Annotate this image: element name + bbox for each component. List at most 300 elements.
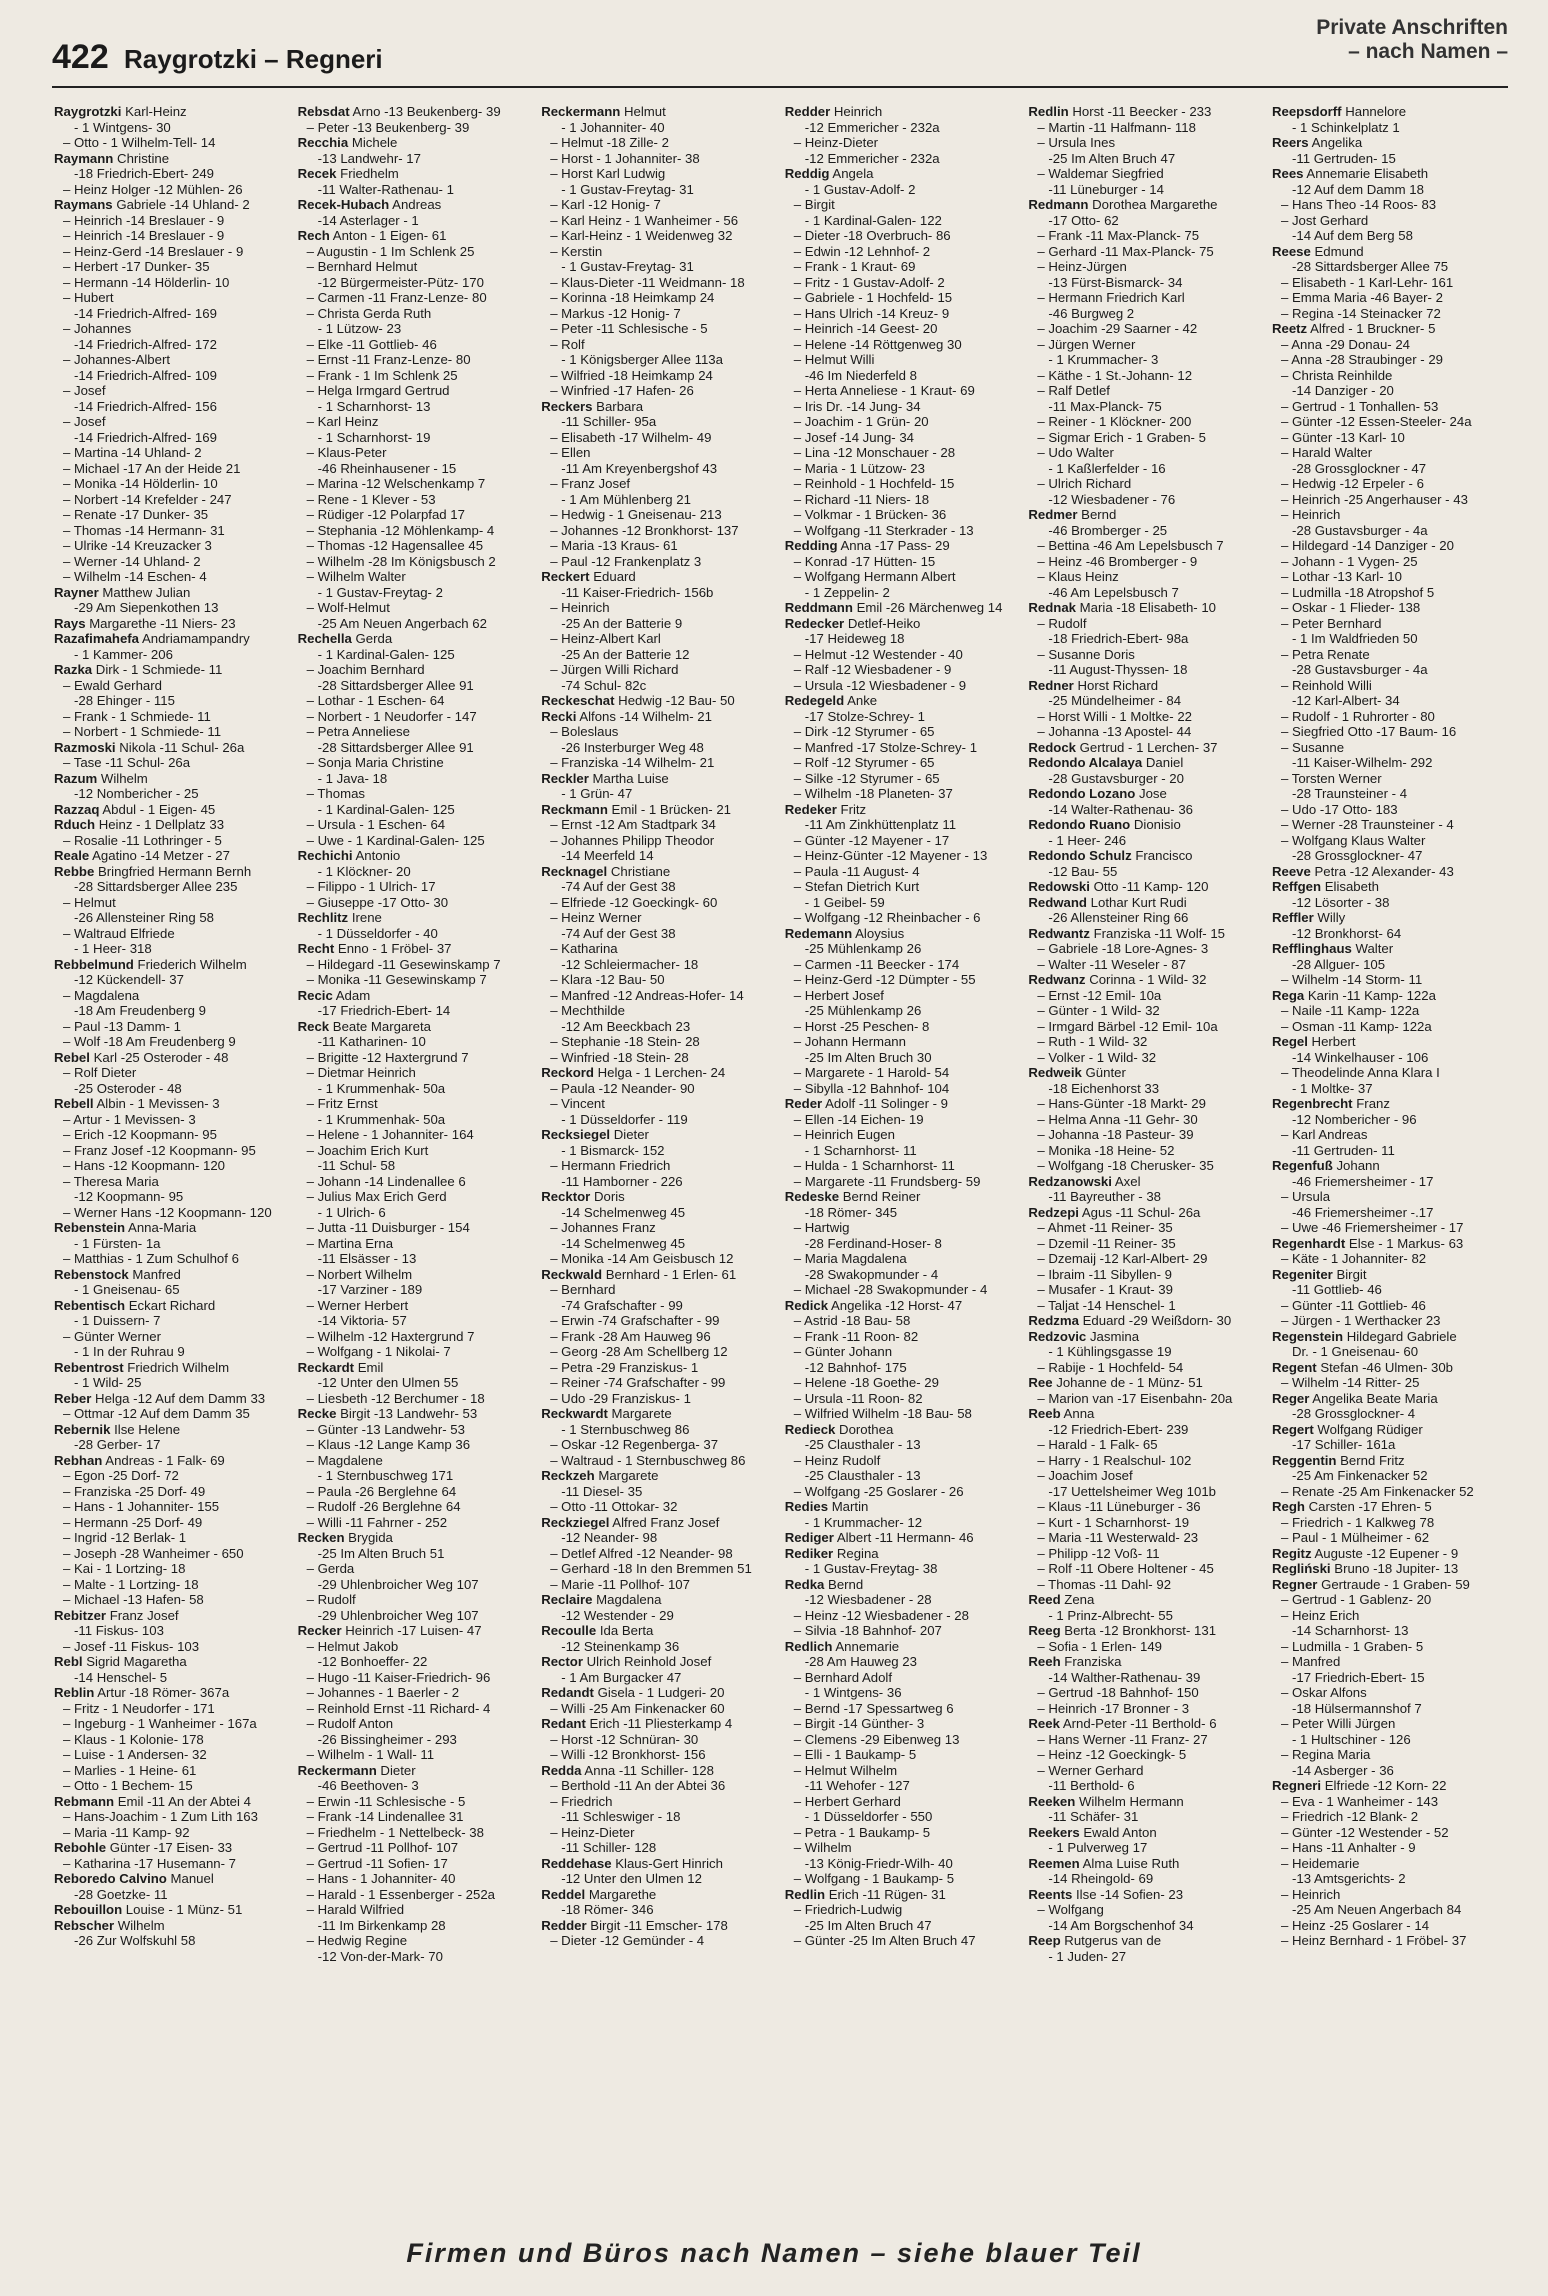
listing-surname: Reggentin [1271,1452,1337,1468]
listing-surname: Redder [784,104,831,119]
listing-surname: Rebscher [54,1917,115,1933]
listing-entry-sub: – Gertrud - 1 Gablenz- 20 [1280,1592,1432,1607]
listing-surname: Reckermann [541,104,621,119]
listing-entry-sub: – Uwe - 1 Kardinal-Galen- 125 [306,832,485,848]
listing-entry-sub: – Mechthilde [550,1003,625,1018]
listing-address-line: -25 Mündelheimer - 84 [1048,693,1182,708]
listing-surname: Regenfuß [1271,1158,1333,1173]
listing-entry-sub: – Friedrich - 1 Kalkweg 78 [1280,1514,1435,1530]
listing-entry-sub: – Johannes -12 Bronkhorst- 137 [550,522,739,538]
listing-detail: Artur -18 Römer- 367a [94,1685,230,1700]
listing-entry-sub: – Maria -11 Westerwald- 23 [1037,1530,1199,1545]
listing-address-line: - 1 Scharnhorst- 11 [804,1142,917,1158]
listing-detail: Horst -11 Beecker - 233 [1068,104,1212,119]
listing-entry-sub: – Lothar - 1 Eschen- 64 [306,693,445,708]
listing-entry-head [785,166,1021,182]
listing-surname: Regliński [1271,1561,1331,1576]
listing-address-line: -11 Kaiser-Friedrich- 156b [561,584,714,600]
listing-entry-sub: – Heinrich -25 Angerhauser - 43 [1280,491,1468,507]
listing-detail: Gerda [351,631,393,646]
listing-detail: Bernd Reiner [839,1189,921,1204]
listing-entry-sub: – Klaus -11 Lüneburger - 36 [1037,1499,1201,1514]
listing-entry-sub: – Klaus -12 Lange Kamp 36 [306,1437,471,1452]
listing-detail: Dorothea [835,1421,894,1437]
listing-entry-sub: – Norbert Wilhelm [306,1266,413,1282]
listing-entry-sub: – Walter -11 Weseler - 87 [1037,956,1186,972]
listing-surname: Reckardt [297,1359,355,1375]
listing-entry-head [1272,1158,1508,1174]
listing-address-line: -11 Schul- 58 [317,1158,396,1173]
listing-entry-sub: – Hildegard -11 Gesewinskamp 7 [306,956,501,972]
listing-entry-head [1272,1778,1508,1794]
listing-detail: Michele [348,135,398,150]
listing-address-line: -12 Wiesbadener - 28 [804,1592,932,1607]
listing-detail: Louise - 1 Münz- 51 [122,1902,243,1917]
listing-detail: Heinrich [830,104,883,119]
listing-detail: Anna -17 Pass- 29 [837,538,950,553]
listing-address-line: -46 Friemersheimer - 17 [1291,1173,1434,1189]
listing-address-line: - 1 Kardinal-Galen- 122 [804,212,942,228]
listing-entry-sub: – Birgit -14 Günther- 3 [793,1716,925,1731]
listing-entry-sub: – Susanne Doris [1037,646,1135,662]
listing-detail: Detlef-Heiko [844,615,921,631]
listing-entry-sub: – Erich -12 Koopmann- 95 [63,1127,217,1142]
listing-entry-sub: – Frank - 1 Im Schlenk 25 [306,367,458,383]
listing-entry-sub: – Friedrich -12 Blank- 2 [1280,1809,1419,1824]
listing-address-line: - 1 Bismarck- 152 [561,1142,665,1158]
listing-entry-head [1028,197,1264,213]
listing-detail: Bernd [824,1576,864,1592]
listing-detail: Dirk - 1 Schmiede- 11 [92,662,223,677]
listing-entry-head [785,802,1021,818]
listing-address-line: -12 Unter den Ulmen 12 [561,1871,702,1886]
listing-surname: Rebouillon [54,1902,123,1917]
listing-entry-sub: – Hans -11 Anhalter - 9 [1280,1840,1416,1855]
listing-address-line: - 1 Johanniter- 40 [561,119,665,135]
listing-address-line: - 1 Wintgens- 30 [74,119,171,135]
listing-detail: Berta -12 Bronkhorst- 131 [1060,1623,1217,1638]
listing-detail: Arno -13 Beukenberg- 39 [349,104,501,119]
listing-address-line: -26 Insterburger Weg 48 [561,739,704,755]
listing-detail: Eduard -29 Weißdorn- 30 [1078,1313,1232,1328]
listing-entry-sub: – Gabriele - 1 Hochfeld- 15 [793,290,953,305]
listing-surname: Redecker [784,615,845,631]
listing-column-2 [298,104,534,2196]
listing-entry-head [541,1623,777,1639]
listing-entry-head [1272,321,1508,337]
listing-surname: Recht [297,941,335,956]
listing-entry-sub: – Fritz - 1 Gustav-Adolf- 2 [793,274,945,290]
listing-address-line: -14 Danziger - 20 [1291,383,1394,398]
listing-surname: Raymann [54,150,114,166]
listing-address-line: -74 Auf der Gest 38 [561,925,676,941]
listing-address-line: - 1 Java- 18 [317,770,388,786]
listing-address-line: -12 Kückendell- 37 [74,972,184,987]
listing-address-line: - 1 Gustav-Freytag- 38 [804,1561,938,1576]
listing-entry-sub: – Klaus-Peter [306,445,387,460]
listing-surname: Rega [1271,987,1305,1003]
listing-surname: Rector [541,1654,583,1669]
listing-entry-head [1272,1034,1508,1050]
listing-entry-head [785,1546,1021,1562]
listing-entry-sub: – Dieter -12 Gemünder - 4 [550,1933,705,1948]
listing-entry-head [1028,507,1264,523]
listing-entry-head [1028,600,1264,616]
listing-address-line: -17 Uettelsheimer Weg 101b [1048,1483,1216,1499]
listing-surname: Redondo Schulz [1028,848,1132,863]
listing-address-line: -11 Schiller- 95a [561,414,657,429]
listing-detail: Friedhelm [336,166,399,181]
listing-entry-sub: – Ernst -12 Emil- 10a [1037,987,1162,1003]
listing-detail: Friedrich Wilhelm [123,1359,230,1375]
listing-address-line: -11 Schleswiger - 18 [561,1809,681,1824]
listing-detail: Ewald Anton [1079,1824,1157,1840]
listing-entry-sub: – Reinhold Willi [1280,677,1372,693]
listing-detail: Karin -11 Kamp- 122a [1304,987,1436,1003]
listing-entry-sub: – Sibylla -12 Bahnhof- 104 [793,1080,950,1096]
listing-entry-head [1028,740,1264,756]
listing-address-line: -11 Katharinen- 10 [317,1034,426,1049]
listing-entry-sub: – Johanna -18 Pasteur- 39 [1037,1127,1194,1142]
listing-entry-sub: – Hermann Friedrich [550,1158,671,1173]
listing-detail: Antonio [352,848,401,863]
listing-entry-sub: – Herbert Josef [793,987,884,1003]
listing-entry-head [1028,1887,1264,1903]
listing-address-line: -13 Fürst-Bismarck- 34 [1048,274,1183,290]
listing-entry-sub: – Ludmilla - 1 Graben- 5 [1280,1638,1424,1654]
listing-entry-sub: – Wilhelm -14 Eschen- 4 [63,569,207,584]
listing-surname: Redmer [1028,507,1078,522]
listing-entry-head [298,910,534,926]
listing-entry-sub: – Johann - 1 Vygen- 25 [1280,553,1418,569]
listing-entry-sub: – Frank -11 Roon- 82 [793,1328,919,1344]
listing-entry-sub: – Ibraim -11 Sibyllen- 9 [1037,1266,1172,1282]
listing-detail: Gisela - 1 Ludgeri- 20 [593,1685,725,1700]
listing-surname: Rednak [1028,600,1077,615]
listing-address-line: - 1 Gustav-Freytag- 31 [561,259,694,274]
listing-entry-sub: – Ingeburg - 1 Wanheimer - 167a [63,1716,257,1731]
listing-address-line: -18 Römer- 345 [804,1204,898,1220]
listing-address-line: -25 Mühlenkamp 26 [804,1003,922,1018]
listing-entry-sub: – Christa Gerda Ruth [306,305,432,321]
listing-detail: Else - 1 Markus- 63 [1345,1235,1464,1251]
listing-entry-head [541,771,777,787]
listing-entry-sub: – Waldemar Siegfried [1037,166,1164,181]
listing-entry-head [1028,817,1264,833]
listing-entry-sub: – Klaus-Dieter -11 Weidmann- 18 [550,274,745,290]
listing-entry-sub: – Helmut -12 Westender - 40 [793,646,963,662]
listing-entry-sub: – Rüdiger -12 Polarpfad 17 [306,507,465,522]
listing-entry-head [54,1902,290,1918]
listing-surname: Reekers [1028,1824,1080,1840]
listing-entry-sub: – Heinz-Gerd -14 Breslauer - 9 [63,243,244,259]
listing-entry-sub: – Marlies - 1 Heine- 61 [63,1762,197,1778]
listing-entry-sub: – Paul -12 Frankenplatz 3 [550,553,702,569]
listing-entry-sub: – Ernst -11 Franz-Lenze- 80 [306,352,471,367]
listing-entry-sub: – Gabriele -18 Lore-Agnes- 3 [1037,941,1209,956]
listing-address-line: -28 Gustavsburger - 4a [1291,522,1428,538]
listing-entry-sub: – Winfried -17 Hafen- 26 [550,383,694,398]
listing-entry-head [1028,786,1264,802]
listing-entry-sub: – Regina -14 Steinacker 72 [1280,305,1441,321]
listing-address-line: -46 Beethoven- 3 [317,1778,419,1793]
listing-entry-head [54,802,290,818]
listing-entry-sub: – Thomas -14 Hermann- 31 [63,522,225,538]
listing-entry-sub: – Peter Willi Jürgen [1280,1716,1396,1731]
listing-surname: Reffgen [1271,879,1322,894]
listing-address-line: - 1 Fürsten- 1a [74,1235,161,1251]
listing-surname: Redwantz [1028,925,1090,941]
listing-address-line: - 1 Im Waldfrieden 50 [1291,631,1418,646]
listing-entry-sub: – Johannes-Albert [63,352,171,367]
listing-entry-sub: – Johannes Philipp Theodor [550,832,715,848]
listing-entry-sub: – Eva - 1 Wanheimer - 143 [1280,1793,1439,1809]
listing-detail: Bringfried Hermann Bernh [94,863,252,879]
listing-entry-sub: – Thomas -11 Dahl- 92 [1037,1576,1172,1592]
listing-entry-sub: – Susanne [1280,739,1345,755]
listing-address-line: -12 Bronkhorst- 64 [1291,925,1402,941]
listing-entry-sub: – Ottmar -12 Auf dem Damm 35 [63,1406,250,1421]
listing-detail: Ilse -14 Sofien- 23 [1072,1886,1184,1902]
listing-entry-sub: – Maria -13 Kraus- 61 [550,538,678,553]
listing-address-line: -74 Schul- 82c [561,677,647,693]
listing-address-line: -14 Schelmenweg 45 [561,1204,686,1220]
listing-entry-sub: – Heinz Werner [550,910,642,925]
listing-address-line: - 1 Klöckner- 20 [317,863,411,879]
listing-entry-sub: – Günter - 1 Wild- 32 [1037,1003,1160,1018]
listing-detail: Franz Josef [106,1607,179,1623]
listing-surname: Reckers [541,398,593,414]
listing-address-line: -25 Am Finkenacker 52 [1291,1468,1428,1483]
listing-entry-head [1028,1654,1264,1670]
listing-entry-sub: – Franz Josef -12 Koopmann- 95 [63,1142,256,1158]
listing-entry-head [785,1422,1021,1438]
listing-address-line: -12 Lösorter - 38 [1291,894,1390,910]
listing-address-line: -14 Friedrich-Alfred- 109 [74,367,217,383]
listing-entry-head [541,1887,777,1903]
header-rule [52,86,1508,88]
listing-address-line: -12 Neander- 98 [561,1530,658,1545]
listing-entry-sub: – Heinz Rudolf [793,1452,881,1468]
listing-surname: Recken [297,1530,345,1545]
listing-detail: Auguste -12 Eupener - 9 [1311,1545,1459,1561]
listing-entry-sub: – Fritz - 1 Neudorfer - 171 [63,1700,215,1716]
listing-address-line: -11 Lüneburger - 14 [1048,181,1164,197]
listing-surname: Rduch [54,817,96,832]
listing-detail: Emil [354,1359,384,1375]
listing-surname: Redieck [784,1421,836,1437]
listing-surname: Redondo Ruano [1028,817,1131,832]
listing-surname: Reckwald [541,1266,603,1282]
listing-entry-sub: – Manfred [1280,1654,1341,1669]
listing-surname: Reckermann [297,1762,377,1778]
listing-detail: Emil -26 Märchenweg 14 [852,600,1003,615]
listing-entry-head [541,1189,777,1205]
listing-address-line: -46 Bromberger - 25 [1048,522,1168,538]
listing-entry-sub: – Joachim -29 Saarner - 42 [1037,321,1198,336]
listing-entry-sub: – Gertrud -11 Pollhof- 107 [306,1840,459,1855]
listing-detail: Barbara [592,398,644,414]
listing-surname: Ree [1028,1375,1053,1390]
listing-detail: Dieter [376,1762,416,1778]
listing-entry-sub: – Oskar Alfons [1280,1685,1367,1700]
listing-address-line: -11 Am Kreyenbergshof 43 [561,460,718,476]
listing-detail: Enno - 1 Fröbel- 37 [334,941,452,956]
listing-entry-sub: – Birgit [793,197,835,212]
listing-entry-sub: – Petra Anneliese [306,724,410,739]
listing-entry-sub: – Wilhelm [793,1840,852,1855]
listing-detail: Andriamampandry [139,631,250,646]
listing-surname: Redandt [541,1685,594,1700]
listing-detail: Günter [1081,1065,1126,1080]
listing-surname: Rebl [54,1654,83,1669]
listing-detail: Daniel [1142,755,1184,770]
listing-surname: Rebentisch [54,1297,126,1313]
listing-entry-sub: – Bernhard [550,1282,616,1297]
listing-entry-sub: – Klaus - 1 Kolonie- 178 [63,1731,204,1747]
listing-address-line: -12 Steinenkamp 36 [561,1638,680,1654]
listing-surname: Reckzeh [541,1468,595,1483]
listing-surname: Reffler [1271,910,1314,925]
listing-address-line: - 1 Wild- 25 [74,1375,142,1390]
listing-detail: Margarete [594,1468,659,1483]
listing-entry-sub: – Bernhard Adolf [793,1669,893,1685]
listing-address-line: - 1 Prinz-Albrecht- 55 [1048,1607,1173,1623]
listing-surname: Rebhan [54,1452,103,1468]
listing-surname: Rebernik [54,1421,111,1437]
listing-column-5 [1028,104,1264,2196]
listing-entry-head [1028,1065,1264,1081]
listing-detail: Alma Luise Ruth [1079,1855,1180,1871]
listing-entry-head [1028,1592,1264,1608]
listing-address-line: -28 Gustavsburger - 20 [1048,770,1184,786]
listing-entry-sub: – Julius Max Erich Gerd [306,1189,447,1204]
listing-surname: Redlich [784,1638,833,1654]
listing-address-line: -12 Auf dem Damm 18 [1291,181,1424,197]
listing-entry-sub: – Helmut Jakob [306,1638,399,1654]
listing-surname: Reck [297,1018,330,1034]
listing-entry-sub: – Harald - 1 Falk- 65 [1037,1437,1158,1452]
listing-address-line: -28 Sittardsberger Allee 91 [317,677,474,693]
listing-entry-sub: – Wolfgang [1037,1902,1104,1917]
listing-entry-sub: – Heinz -25 Goslarer - 14 [1280,1917,1430,1933]
listing-address-line: -11 Diesel- 35 [561,1483,643,1499]
listing-detail: Andreas - 1 Falk- 69 [102,1452,225,1468]
listing-surname: Recktor [541,1189,591,1204]
listing-entry-sub: – Giuseppe -17 Otto- 30 [306,894,449,910]
listing-address-line: -11 Gottlieb- 46 [1291,1282,1382,1297]
listing-detail: Angelika [1308,135,1363,150]
listing-detail: Dieter [610,1127,649,1142]
listing-entry-sub: – Hans Ulrich -14 Kreuz- 9 [793,305,950,321]
listing-address-line: -14 Friedrich-Alfred- 169 [74,305,217,321]
listing-entry-sub: – Friedrich-Ludwig [793,1902,903,1917]
listing-address-line: -26 Allensteiner Ring 58 [74,910,215,925]
listing-address-line: - 1 Kardinal-Galen- 125 [317,801,455,817]
listing-column-6 [1272,104,1508,2196]
listing-surname: Redzma [1028,1313,1079,1328]
listing-surname: Rechichi [297,848,353,863]
listing-entry-sub: – Georg -28 Am Schellberg 12 [550,1344,728,1359]
listing-detail: Jasmina [1086,1328,1140,1344]
listing-entry-sub: – Reiner - 1 Klöckner- 200 [1037,414,1192,429]
listing-entry-sub: – Wolfgang -12 Rheinbacher - 6 [793,910,981,925]
listing-entry-sub: – Hedwig -12 Erpeler - 6 [1280,476,1424,491]
listing-entry-head [54,1298,290,1314]
listing-entry-sub: – Rudolf - 1 Ruhrorter - 80 [1280,708,1435,724]
listing-entry-sub: – Wolf-Helmut [306,600,390,615]
listing-address-line: -18 Hülsermannshof 7 [1291,1700,1422,1716]
listing-surname: Redwand [1028,894,1087,910]
listing-entry-sub: – Lothar -13 Karl- 10 [1280,569,1402,584]
listing-entry-head [54,817,290,833]
listing-detail: Erich -11 Rügen- 31 [825,1886,946,1902]
listing-detail: Emil - 1 Brücken- 21 [607,801,732,817]
listing-detail: Andreas [389,197,442,212]
listing-entry-sub: – Werner Herbert [306,1297,409,1313]
listing-detail: Karl-Heinz [121,104,187,119]
listing-entry-sub: – Oskar - 1 Flieder- 138 [1280,600,1421,615]
listing-entry-head [54,1453,290,1469]
listing-entry-sub: – Paula -11 August- 4 [793,863,920,879]
listing-detail: Corinna - 1 Wild- 32 [1085,972,1207,987]
listing-detail: Hildegard Gabriele [1343,1328,1457,1344]
listing-address-line: -17 Stolze-Schrey- 1 [804,708,925,724]
listing-entry-sub: – Ellen -14 Eichen- 19 [793,1111,924,1127]
listing-address-line: -46 Am Lepelsbusch 7 [1048,584,1179,600]
listing-entry-sub: – Peter -11 Schlesische - 5 [550,321,708,336]
listing-entry-head [1028,1174,1264,1190]
listing-entry-sub: – Jürgen - 1 Werthacker 23 [1280,1313,1441,1328]
listing-address-line: -29 Uhlenbroicher Weg 107 [317,1576,479,1592]
listing-address-line: -18 Eichenhorst 33 [1048,1080,1160,1096]
listing-address-line: - 1 Düsseldorfer - 40 [317,925,438,941]
listing-detail: Edmund [1310,243,1364,259]
listing-entry-sub: – Silvia -18 Bahnhof- 207 [793,1623,942,1638]
listing-address-line: -25 Mühlenkamp 26 [804,941,922,956]
listing-entry-sub: – Ursula [1280,1189,1331,1204]
listing-entry-sub: – Thomas [306,786,365,801]
listing-detail: Lothar Kurt Rudi [1087,894,1187,910]
listing-entry-sub: – Kerstin [550,243,603,259]
listing-address-line: -17 Heideweg 18 [804,631,905,646]
listing-surname: Rebbelmund [54,956,134,972]
listing-address-line: -12 Von-der-Mark- 70 [317,1948,443,1964]
listing-entry-sub: – Heinrich Eugen [793,1127,895,1142]
listing-entry-head [54,151,290,167]
listing-surname: Redzepi [1028,1204,1079,1220]
listing-entry-head [1028,1856,1264,1872]
listing-entry-head [785,1577,1021,1593]
listing-entry-head [541,1918,777,1934]
listing-detail: Dorothea Margarethe [1088,197,1218,212]
listing-address-line: -11 Fiskus- 103 [74,1623,164,1638]
listing-address-line: -14 Friedrich-Alfred- 172 [74,336,217,352]
listing-entry-head [1028,1794,1264,1810]
listing-entry-head [785,1530,1021,1546]
listing-surname: Redding [784,538,838,553]
listing-surname: Redeker [784,801,837,817]
listing-detail: Herbert [1307,1034,1356,1049]
listing-surname: Redder [541,1917,587,1933]
listing-entry-sub: – Heinrich -14 Geest- 20 [793,321,938,336]
listing-address-line: - 1 Lützow- 23 [317,321,402,336]
listing-entry-sub: – Wolfgang Hermann Albert [793,569,956,584]
listing-entry-sub: – Günter -13 Karl- 10 [1280,429,1405,445]
listing-address-line: -25 Osteroder - 48 [74,1080,182,1096]
listing-entry-sub: – Korinna -18 Heimkamp 24 [550,290,715,305]
listing-entry-sub: – Josef [63,383,106,398]
